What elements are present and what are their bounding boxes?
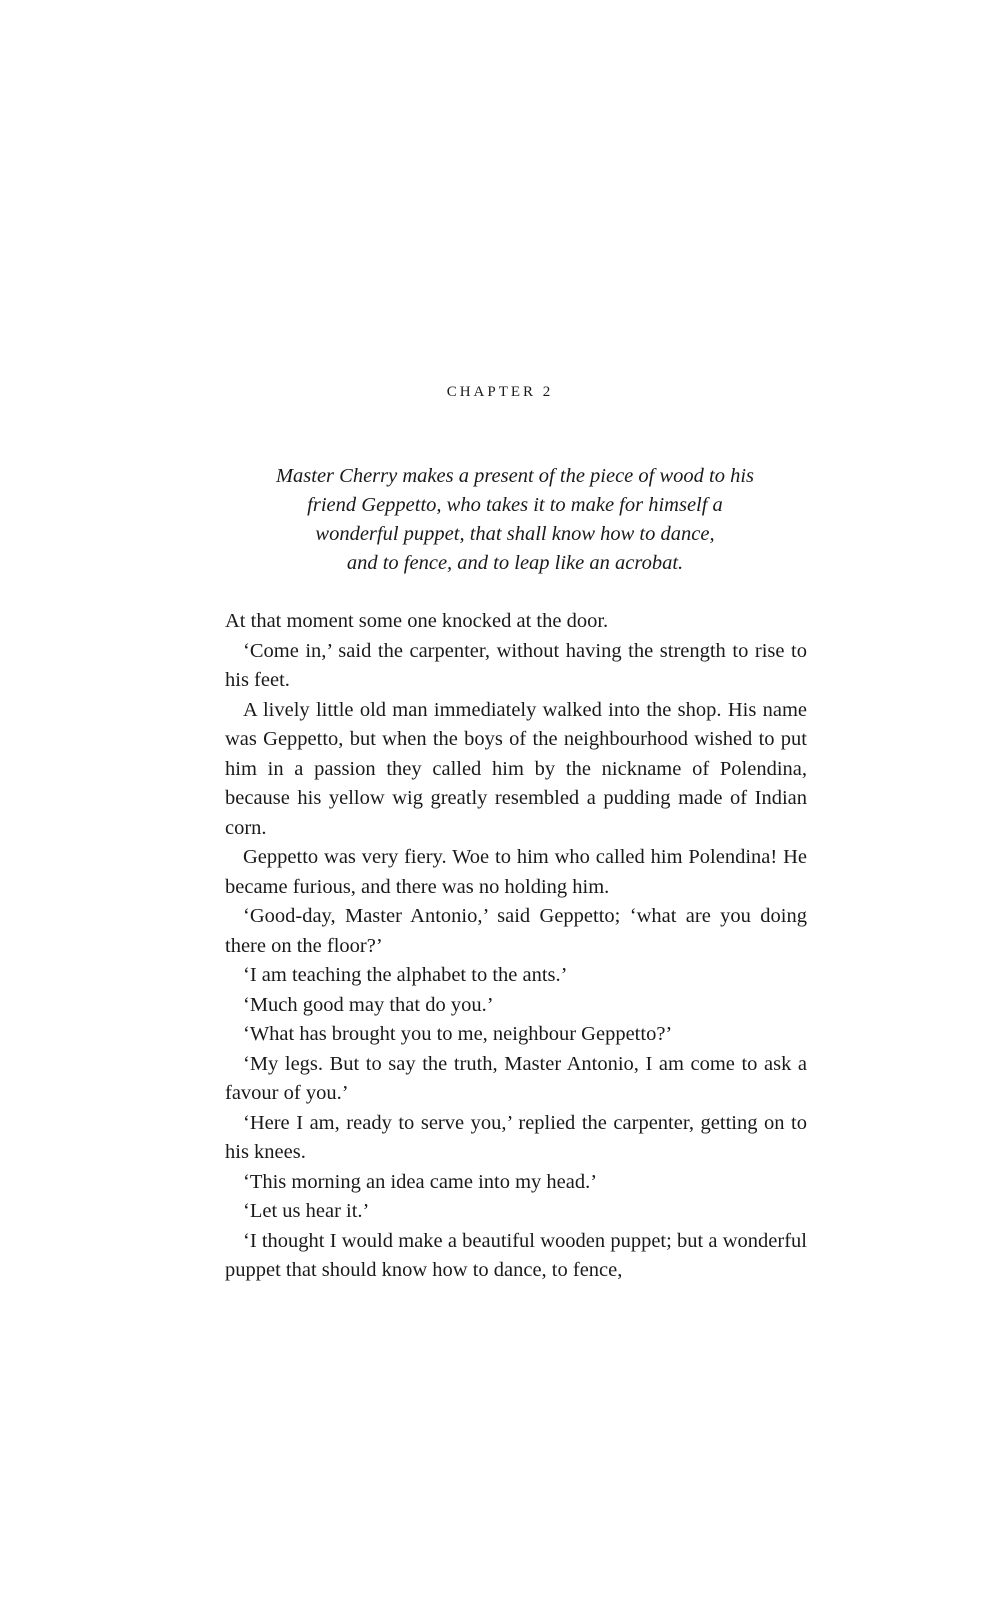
paragraph: A lively little old man immediately walked into the shop. His name was Geppetto, but when the boys of the neighbourhood wished to put him in a passion they called him by the nickname of Polendina, because his yellow wig greatly resembled a pudding made of Indian corn. xyxy=(225,698,807,839)
summary-line: Master Cherry makes a present of the piece of wood to his xyxy=(275,465,755,487)
chapter-body xyxy=(225,607,807,1286)
paragraph: ‘Let us hear it.’ xyxy=(243,1200,370,1222)
paragraph: ‘My legs. But to say the truth, Master Antonio, I am come to ask a favour of you.’ xyxy=(225,1052,807,1104)
paragraph: ‘Here I am, ready to serve you,’ replied the carpenter, getting on to his knees. xyxy=(225,1111,807,1163)
chapter-summary xyxy=(225,462,805,578)
paragraph: ‘What has brought you to me, neighbour Geppetto?’ xyxy=(243,1023,673,1045)
chapter-heading: CHAPTER 2 xyxy=(446,384,554,400)
paragraph: At that moment some one knocked at the door. xyxy=(225,610,609,632)
summary-line: and to fence, and to leap like an acrobat. xyxy=(346,552,684,574)
paragraph: Geppetto was very fiery. Woe to him who called him Polendina! He became furious, and there was no holding him. xyxy=(225,846,807,898)
paragraph: ‘I am teaching the alphabet to the ants.’ xyxy=(243,964,568,986)
paragraph: ‘Good-day, Master Antonio,’ said Geppetto; ‘what are you doing there on the floor?’ xyxy=(225,905,807,957)
paragraph: ‘I thought I would make a beautiful wooden puppet; but a wonderful puppet that should know how to dance, to fence, xyxy=(225,1229,807,1281)
paragraph: ‘This morning an idea came into my head.’ xyxy=(243,1170,598,1193)
paragraph: ‘Come in,’ said the carpenter, without having the strength to rise to his feet. xyxy=(225,639,807,691)
paragraph: ‘Much good may that do you.’ xyxy=(243,993,494,1016)
summary-line: friend Geppetto, who takes it to make for himself a xyxy=(307,494,723,516)
summary-line: wonderful puppet, that shall know how to dance, xyxy=(315,523,715,545)
